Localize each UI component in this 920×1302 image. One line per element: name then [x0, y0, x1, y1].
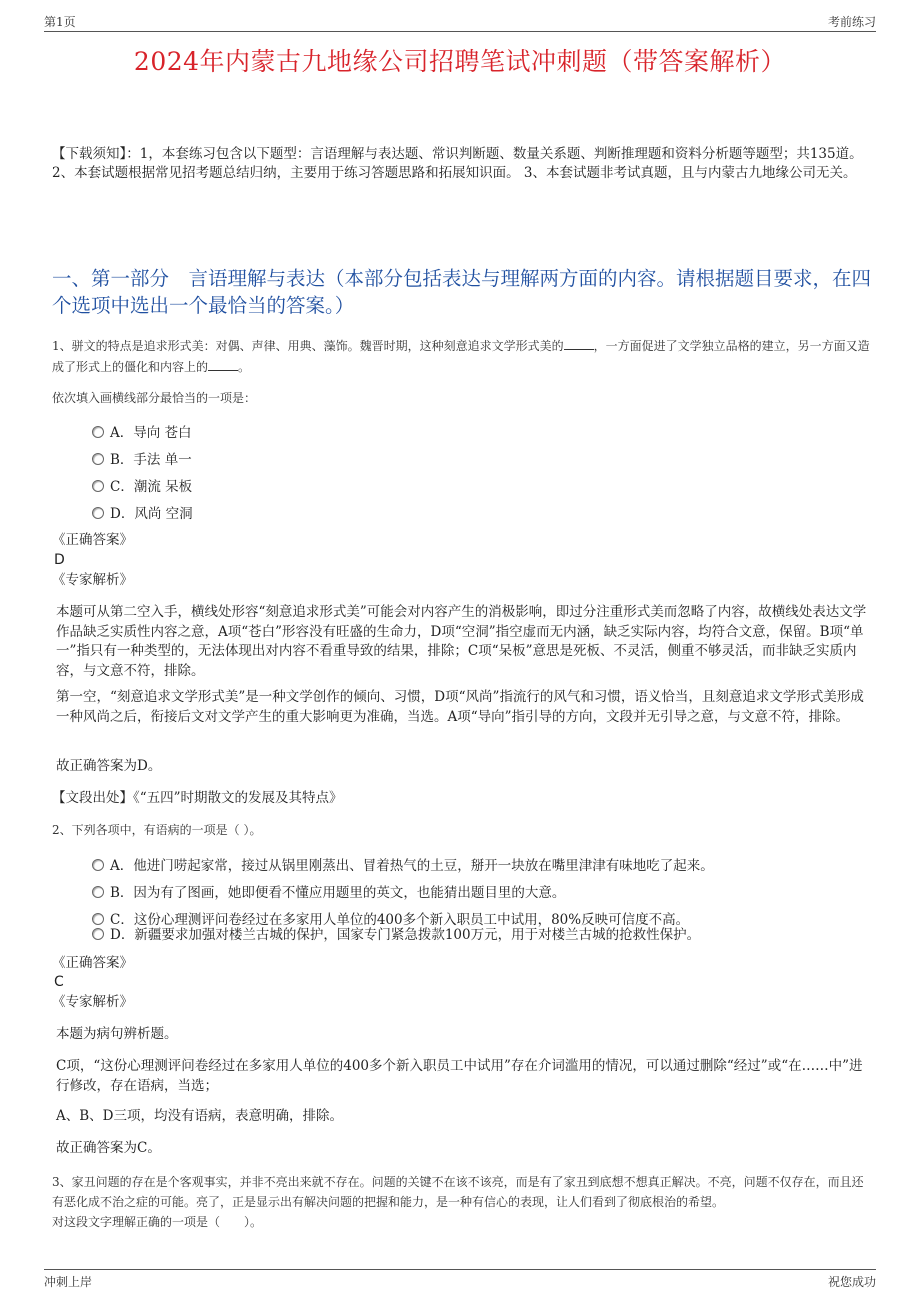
- analysis-label: 《专家解析》: [52, 572, 133, 588]
- q2-option-a[interactable]: A．他进门唠起家常，接过从锅里刚蒸出、冒着热气的土豆，掰开一块放在嘴里津津有味地吃了起来。: [92, 857, 714, 875]
- radio-icon[interactable]: [92, 507, 104, 519]
- radio-icon[interactable]: [92, 928, 104, 940]
- q1-analysis-paragraph: 第一空，“刻意追求文学形式美”是一种文学创作的倾向、习惯，D项“风尚”指流行的风气和习惯，语义恰当，且刻意追求文学形式美形成一种风尚之后，衔接后文对文学产生的重大影响更为准确，当选。A项“导向”指引导的方向，文段并无引导之意，与文意不符，排除。: [56, 689, 864, 725]
- q2-conclusion: 故正确答案为C。: [56, 1140, 161, 1156]
- radio-icon[interactable]: [92, 913, 104, 925]
- q1-option-a[interactable]: A．导向 苍白: [92, 424, 192, 442]
- radio-icon[interactable]: [92, 453, 104, 465]
- q1-answer: D: [54, 552, 65, 568]
- question-3-stem: 3、家丑问题的存在是个客观事实，并非不亮出来就不存在。问题的关键不在该不该亮，而是有了家丑到底想不想真正解决。不亮，问题不仅存在，而且还有恶化成不治之症的可能。亮了，正是显示出有解决问题的把握和能力，是一种有信心的表现，让人们看到了彻底根治的希望。: [52, 1175, 864, 1209]
- q2-analysis-paragraph: 本题为病句辨析题。: [56, 1026, 178, 1042]
- question-3-prompt: 对这段文字理解正确的一项是（ ）。: [52, 1215, 263, 1229]
- blank-line: [564, 337, 594, 350]
- footer-divider: [44, 1269, 876, 1270]
- q2-option-c[interactable]: C．这份心理测评问卷经过在多家用人单位的400多个新入职员工中试用，80%反映可信度不高。: [92, 911, 689, 929]
- question-1-stem: 1、骈文的特点是追求形式美：对偶、声律、用典、藻饰。魏晋时期，这种刻意追求文学形式美的 ，一方面促进了文学独立品格的建立，另一方面又造成了形式上的僵化和内容上的 。: [52, 339, 870, 374]
- correct-answer-label: 《正确答案》: [52, 532, 133, 548]
- q2-answer: C: [54, 974, 64, 990]
- q2-analysis-paragraph: C项，“这份心理测评问卷经过在多家用人单位的400多个新入职员工中试用”存在介词滥用的情况，可以通过删除“经过”或“在……中”进行修改，存在语病，当选；: [56, 1058, 863, 1094]
- blank-line: [208, 358, 238, 371]
- q2-option-b[interactable]: B．因为有了图画，她即便看不懂应用题里的英文，也能猜出题目里的大意。: [92, 884, 565, 902]
- header-label: 考前练习: [827, 15, 876, 29]
- header-divider: [44, 31, 876, 32]
- question-2-stem: 2、下列各项中，有语病的一项是（ ）。: [52, 823, 262, 837]
- q2-option-d[interactable]: D．新疆要求加强对楼兰古城的保护，国家专门紧急拨款100万元，用于对楼兰古城的抢救性保护。: [92, 926, 700, 944]
- radio-icon[interactable]: [92, 426, 104, 438]
- q1-conclusion: 故正确答案为D。: [56, 758, 162, 774]
- q1-option-d[interactable]: D．风尚 空洞: [92, 505, 193, 523]
- document-title: 2024年内蒙古九地缘公司招聘笔试冲刺题（带答案解析）: [133, 47, 787, 76]
- correct-answer-label: 《正确答案》: [52, 955, 133, 971]
- question-1-prompt: 依次填入画横线部分最恰当的一项是：: [52, 391, 257, 405]
- q1-source: 【文段出处】《“五四”时期散文的发展及其特点》: [52, 790, 343, 806]
- q2-analysis-paragraph: A、B、D三项，均没有语病，表意明确，排除。: [56, 1108, 343, 1124]
- footer-left: 冲刺上岸: [44, 1275, 93, 1289]
- section-heading: 一、第一部分 言语理解与表达（本部分包括表达与理解两方面的内容。请根据题目要求，在四个选项中选出一个最恰当的答案。）: [52, 267, 872, 317]
- radio-icon[interactable]: [92, 886, 104, 898]
- download-notice: 【下载须知】：1，本套练习包含以下题型：言语理解与表达题、常识判断题、数量关系题、判断推理题和资料分析题等题型；共135道。 2、本套试题根据常见招考题总结归纳，主要用于练习答题思路和拓展知识面。 3、本套试题非考试真题，且与内蒙古九地缘公司无关。: [52, 146, 863, 181]
- radio-icon[interactable]: [92, 859, 104, 871]
- q1-option-c[interactable]: C．潮流 呆板: [92, 478, 192, 496]
- footer-right: 祝您成功: [827, 1275, 876, 1289]
- q1-option-b[interactable]: B．手法 单一: [92, 451, 192, 469]
- analysis-label: 《专家解析》: [52, 994, 133, 1010]
- page-number: 第1页: [44, 15, 76, 29]
- radio-icon[interactable]: [92, 480, 104, 492]
- q1-analysis-paragraph: 本题可从第二空入手，横线处形容“刻意追求形式美”可能会对内容产生的消极影响，即过分注重形式美而忽略了内容，故横线处表达文学作品缺乏实质性内容之意，A项“苍白”形容没有旺盛的生命力，D项“空洞”指空虚而无内涵，缺乏实际内容，均符合文意，保留。B项“单一”指只有一种类型的，无法体现出对内容不看重导致的结果，排除；C项“呆板”意思是死板、不灵活，侧重不够灵活，而非缺乏实质内容，与文意不符，排除。: [56, 604, 867, 679]
